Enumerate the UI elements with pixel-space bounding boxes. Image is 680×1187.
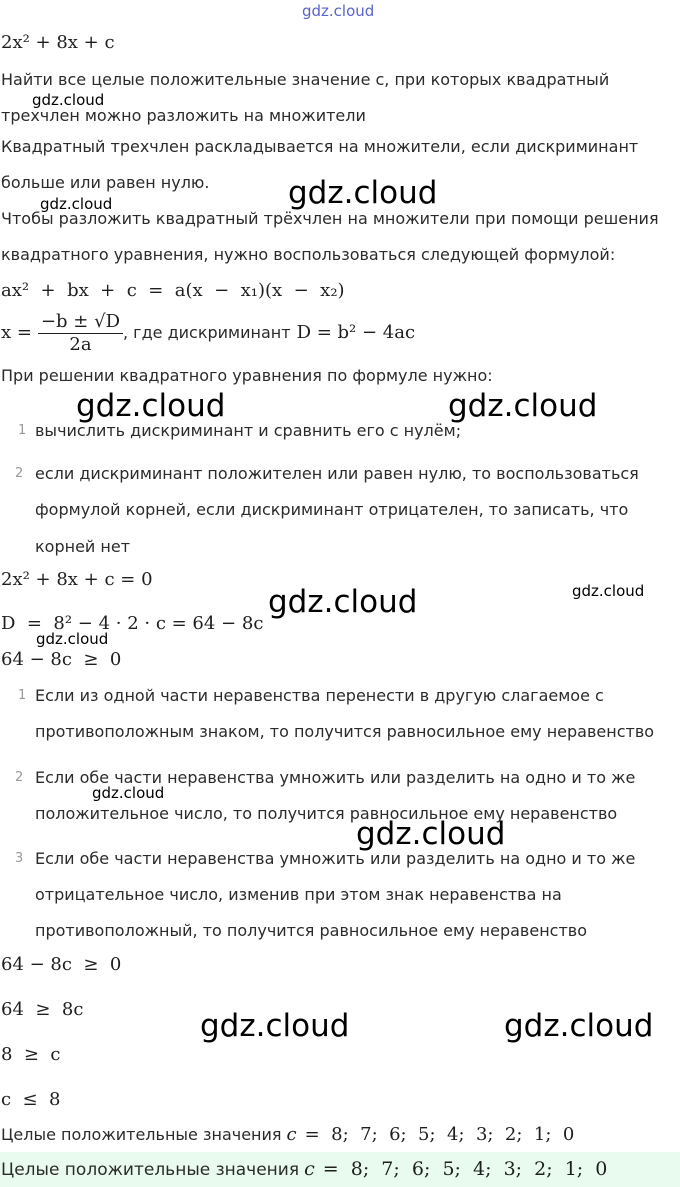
- rule-text: противоположный, то получится равносильное ему неравенство: [35, 921, 587, 940]
- result-values: = 8; 7; 6; 5; 4; 3; 2; 1; 0: [304, 1124, 575, 1145]
- rule-number: 2: [15, 770, 24, 785]
- solution-equation: 2x² + 8x + c = 0: [1, 569, 153, 590]
- answer-variable: c: [304, 1158, 315, 1180]
- rule-text: Если из одной части неравенства перенести в другую слагаемое с: [35, 686, 604, 705]
- watermark: gdz.cloud: [36, 630, 109, 648]
- theory-line1: Квадратный трехчлен раскладывается на множители, если дискриминант: [1, 137, 639, 156]
- result-label: Целые положительные значения: [1, 1125, 282, 1144]
- step-text: формулой корней, если дискриминант отрицателен, то записать, что: [35, 500, 629, 519]
- rule-number: 3: [15, 851, 24, 866]
- derivation-step: c ≤ 8: [1, 1089, 61, 1110]
- roots-lhs: x =: [1, 322, 32, 343]
- roots-text: , где дискриминант: [123, 323, 291, 342]
- top-watermark: gdz.cloud: [302, 2, 375, 20]
- watermark: gdz.cloud: [92, 784, 165, 802]
- roots-formula-row: [1, 305, 415, 361]
- answer-label: Целые положительные значения: [1, 1160, 300, 1180]
- watermark: gdz.cloud: [288, 175, 438, 211]
- roots-denominator: 2a: [69, 333, 92, 355]
- solution-discriminant: D = 8² − 4 · 2 · c = 64 − 8c: [1, 613, 264, 634]
- solution-inequality: 64 − 8c ≥ 0: [1, 649, 122, 670]
- rule-text: положительное число, то получится равносильное ему неравенство: [35, 804, 618, 823]
- discriminant-formula: D = b² − 4ac: [296, 322, 416, 343]
- result-line: [1, 1124, 574, 1146]
- rule-text: Если обе части неравенства умножить или разделить на одно и то же: [35, 849, 636, 868]
- derivation-step: 64 ≥ 8c: [1, 999, 84, 1020]
- theory-line3: Чтобы разложить квадратный трёхчлен на множители при помощи решения: [1, 209, 659, 228]
- step-text: если дискриминант положителен или равен нулю, то воспользоваться: [35, 464, 639, 483]
- watermark: gdz.cloud: [40, 195, 113, 213]
- step-text: корней нет: [35, 537, 131, 556]
- result-variable: c: [286, 1124, 297, 1145]
- derivation-step: 8 ≥ c: [1, 1044, 61, 1065]
- step-text: вычислить дискриминант и сравнить его с нулём;: [35, 421, 462, 440]
- derivation-step: 64 − 8c ≥ 0: [1, 954, 122, 975]
- watermark: gdz.cloud: [200, 1008, 350, 1044]
- watermark: gdz.cloud: [76, 388, 226, 424]
- watermark: gdz.cloud: [268, 584, 418, 620]
- steps-intro: При решении квадратного уравнения по формуле нужно:: [1, 366, 493, 385]
- step-number: 1: [18, 423, 27, 438]
- watermark: gdz.cloud: [448, 388, 598, 424]
- watermark: gdz.cloud: [504, 1008, 654, 1044]
- rule-text: противоположным знаком, то получится равносильное ему неравенство: [35, 722, 655, 741]
- factor-formula: ax² + bx + c = a(x − x₁)(x − x₂): [1, 280, 345, 301]
- watermark: gdz.cloud: [32, 91, 105, 109]
- rule-text: отрицательное число, изменив при этом знак неравенства на: [35, 885, 562, 904]
- rule-text: Если обе части неравенства умножить или разделить на одно и то же: [35, 768, 636, 787]
- theory-line4: квадратного уравнения, нужно воспользоваться следующей формулой:: [1, 245, 616, 264]
- answer-values: = 8; 7; 6; 5; 4; 3; 2; 1; 0: [322, 1158, 608, 1180]
- watermark: gdz.cloud: [356, 816, 506, 852]
- roots-fraction: [38, 311, 123, 356]
- problem-statement-line1: Найти все целые положительные значение c, при которых квадратный: [1, 70, 610, 89]
- theory-line2: больше или равен нулю.: [1, 173, 210, 192]
- step-number: 2: [15, 466, 24, 481]
- rule-number: 1: [18, 688, 27, 703]
- roots-numerator: −b ± √D: [38, 311, 123, 334]
- problem-expression: 2x² + 8x + c: [1, 32, 115, 53]
- problem-statement-line2: трехчлен можно разложить на множители: [1, 106, 366, 125]
- answer-line: [1, 1158, 607, 1180]
- watermark: gdz.cloud: [572, 582, 645, 600]
